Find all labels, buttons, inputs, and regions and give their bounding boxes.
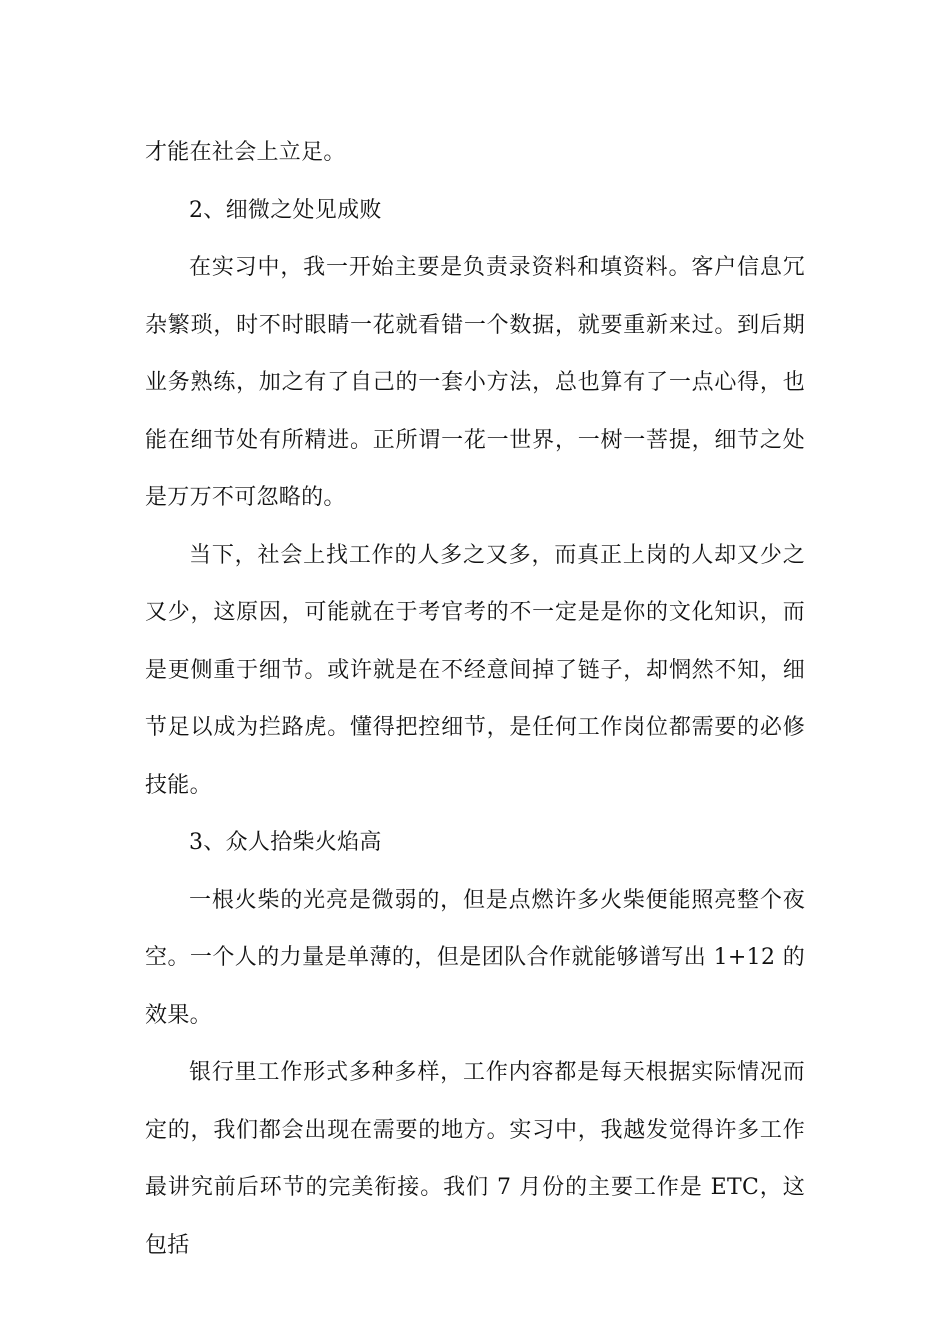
paragraph-line: 节足以成为拦路虎。懂得把控细节，是任何工作岗位都需要的必修 (145, 715, 805, 740)
paragraph-job-market (145, 527, 805, 815)
paragraph-line: 是万万不可忽略的。 (145, 485, 346, 510)
section-heading-3 (145, 814, 805, 872)
section-heading-text: 3、众人拾柴火焰高 (189, 830, 382, 855)
paragraph-line: 又少，这原因，可能就在于考官考的不一定是是你的文化知识，而 (145, 600, 805, 625)
paragraph-line: 能在细节处有所精进。正所谓一花一世界，一树一菩提，细节之处 (145, 427, 805, 453)
paragraph-continuation (145, 124, 805, 182)
paragraph-bank-work (145, 1044, 805, 1274)
paragraph-line: 最讲究前后环节的完美衔接。我们 7 月份的主要工作是 ETC，这包括 (145, 1175, 805, 1258)
section-heading-text: 2、细微之处见成败 (189, 197, 382, 223)
paragraph-line: 业务熟练，加之有了自己的一套小方法，总也算有了一点心得，也 (145, 370, 805, 395)
paragraph-detail-work (145, 239, 805, 527)
paragraph-line: 银行里工作形式多种多样，工作内容都是每天根据实际情况而 (189, 1060, 805, 1085)
paragraph-line: 空。一个人的力量是单薄的，但是团队合作就能够谱写出 1+12 的效 (145, 945, 805, 1028)
paragraph-line: 技能。 (145, 772, 212, 798)
paragraph-line: 果。 (167, 1002, 212, 1028)
document-body (145, 124, 805, 1274)
paragraph-text: 才能在社会上立足。 (145, 140, 346, 165)
paragraph-line: 一根火柴的光亮是微弱的，但是点燃许多火柴便能照亮整个夜 (189, 887, 805, 913)
paragraph-teamwork (145, 872, 805, 1045)
paragraph-line: 定的，我们都会出现在需要的地方。实习中，我越发觉得许多工作 (145, 1117, 805, 1143)
paragraph-line: 在实习中，我一开始主要是负责录资料和填资料。客户信息冗 (189, 255, 805, 280)
paragraph-line: 杂繁琐，时不时眼睛一花就看错一个数据，就要重新来过。到后期 (145, 312, 805, 338)
section-heading-2 (145, 182, 805, 240)
paragraph-line: 当下，社会上找工作的人多之又多，而真正上岗的人却又少之 (189, 542, 805, 568)
paragraph-line: 是更侧重于细节。或许就是在不经意间掉了链子，却惘然不知，细 (145, 657, 805, 683)
